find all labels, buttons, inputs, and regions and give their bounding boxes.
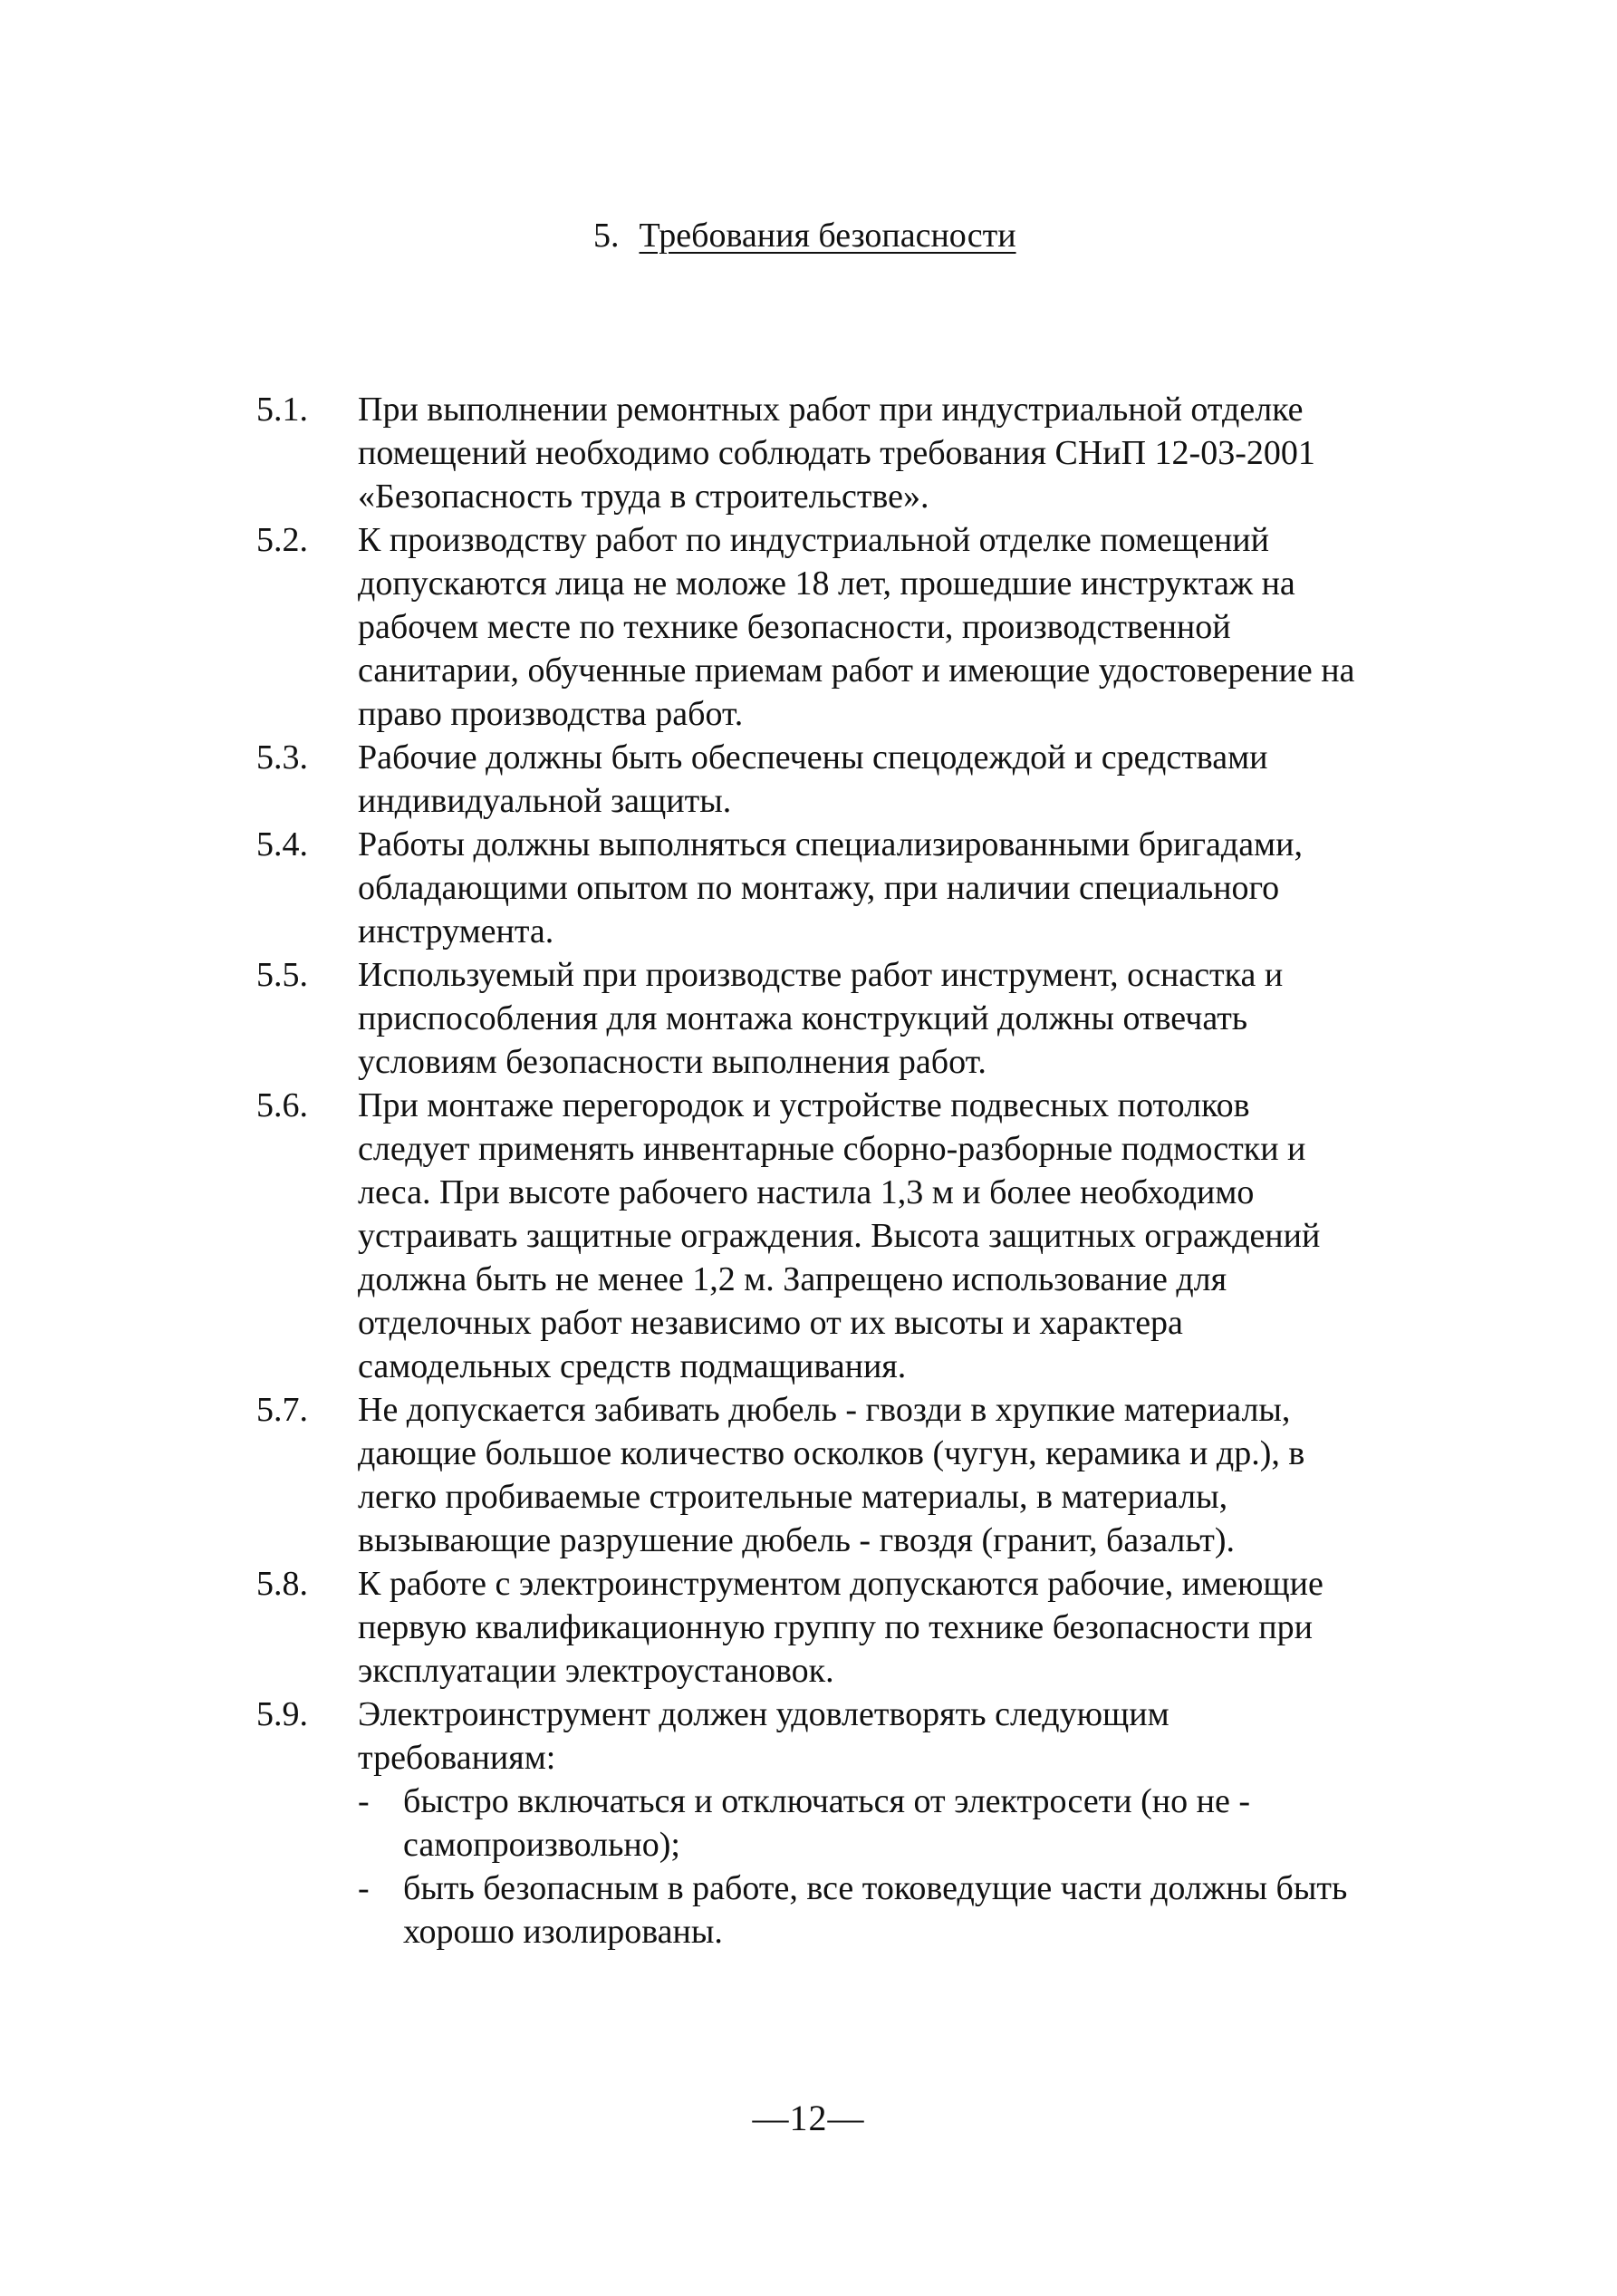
item-text: Работы должны выполняться специализированными бригадами, обладающими опытом по монтажу, при наличии специального инструмента. (358, 825, 1303, 950)
list-item (256, 1693, 1452, 1954)
dash-bullet: - (358, 1869, 370, 1907)
item-text: Используемый при производстве работ инструмент, оснастка и приспособления для монтажа конструкций должны отвечать условиям безопасности выполнения работ. (358, 956, 1284, 1081)
item-number: 5.2. (256, 521, 308, 559)
sub-list (358, 1780, 1452, 1954)
item-number: 5.1. (256, 391, 308, 429)
sub-item-text: быть безопасным в работе, все токоведущие части должны быть хорошо изолированы. (403, 1869, 1348, 1951)
item-text: Не допускается забивать дюбель - гвозди в хрупкие материалы, дающие большое количество осколков (чугун, керамика и др.), в легко пробиваемые строительные материалы, в материалы, вызывающие разрушение дюбель - гвоздя (гранит, базальт). (358, 1391, 1305, 1559)
requirements-list (256, 388, 1452, 1954)
item-number: 5.4. (256, 825, 308, 863)
sub-list-item (358, 1780, 1452, 1867)
item-text: Рабочие должны быть обеспечены спецодеждой и средствами индивидуальной защиты. (358, 738, 1268, 820)
page-number: —12— (752, 2098, 865, 2138)
item-number: 5.6. (256, 1086, 308, 1124)
list-item (256, 388, 1452, 518)
list-item (256, 736, 1452, 823)
list-item (256, 1562, 1452, 1693)
item-number: 5.3. (256, 738, 308, 777)
section-title: Требования безопасности (639, 217, 1016, 255)
item-text: К работе с электроинструментом допускаются рабочие, имеющие первую квалификационную группу по технике безопасности при эксплуатации электроустановок. (358, 1565, 1323, 1690)
dash-bullet: - (358, 1782, 370, 1820)
sub-list-item (358, 1867, 1452, 1954)
sub-item-text: быстро включаться и отключаться от электросети (но не - самопроизвольно); (403, 1782, 1250, 1864)
list-item (256, 1388, 1452, 1562)
item-number: 5.7. (256, 1391, 308, 1429)
list-item (256, 1084, 1452, 1388)
item-text: При выполнении ремонтных работ при индустриальной отделке помещений необходимо соблюдать требования СНиП 12-03-2001 «Безопасность труда в строительстве». (358, 391, 1315, 516)
list-item (256, 518, 1452, 736)
item-text: Электроинструмент должен удовлетворять следующим требованиям: (358, 1695, 1169, 1777)
item-text: При монтаже перегородок и устройстве подвесных потолков следует применять инвентарные сборно-разборные подмостки и леса. При высоте рабочего настила 1,3 м и более необходимо устраивать защитные ограждения. Высота защитных ограждений должна быть не менее 1,2 м. Запрещено использование для отделочных работ независимо от их высоты и характера самодельных средств подмащивания. (358, 1086, 1321, 1385)
list-item (256, 823, 1452, 953)
section-number: 5. (593, 217, 620, 255)
item-number: 5.8. (256, 1565, 308, 1603)
item-number: 5.5. (256, 956, 308, 994)
list-item (256, 953, 1452, 1084)
section-heading (593, 210, 1016, 261)
item-number: 5.9. (256, 1695, 308, 1733)
item-text: К производству работ по индустриальной отделке помещений допускаются лица не моложе 18 лет, прошедшие инструктаж на рабочем месте по технике безопасности, производственной санитарии, обученные приемам работ и имеющие удостоверение на право производства работ. (358, 521, 1355, 733)
